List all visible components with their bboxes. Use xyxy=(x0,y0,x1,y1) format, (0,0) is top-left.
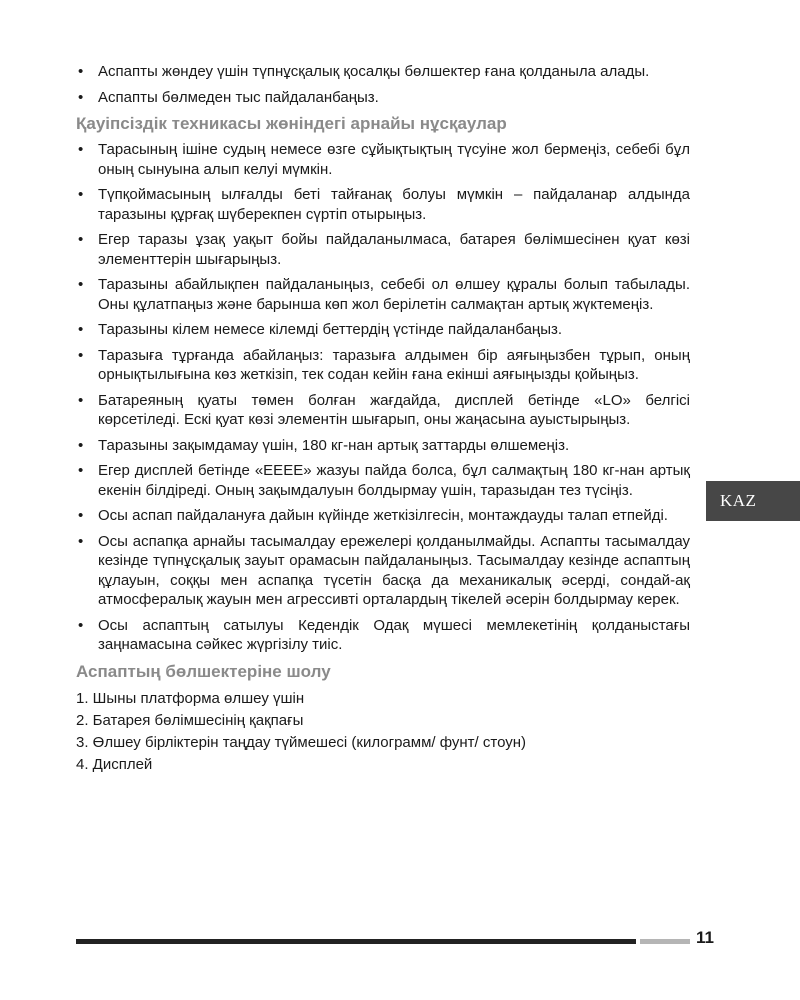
list-item: • Таразыны кілем немесе кілемді беттердің үстінде пайдаланбаңыз. xyxy=(76,320,690,340)
list-item: • Аспапты жөндеу үшін түпнұсқалық қосалқы бөлшектер ғана қолданыла алады. xyxy=(76,62,690,82)
language-tab: KAZ xyxy=(706,481,800,521)
intro-bullet-list xyxy=(76,62,690,107)
list-item: • Осы аспаптың сатылуы Кедендік Одақ мүшесі мемлекетінің қолданыстағы заңнамасына сәйкес жүргізілу тиіс. xyxy=(76,616,690,655)
list-item: • Батареяның қуаты төмен болған жағдайда, дисплей бетінде «LO» белгісі көрсетіледі. Ескі қуат көзі элементін шығарып, оны жаңасына ауыстырыңыз. xyxy=(76,391,690,430)
list-item: • Егер дисплей бетінде «EEEE» жазуы пайда болса, бұл салмақтың 180 кг-нан артық екенін білдіреді. Оның зақымдалуын болдырмау үшін, таразыдан тез түсіңіз. xyxy=(76,461,690,500)
page-number: 11 xyxy=(696,928,714,947)
overview-heading: Аспаптың бөлшектеріне шолу xyxy=(76,661,331,681)
list-item: • Тараcының ішіне судың немесе өзге сұйықтықтың түсуіне жол бермеңіз, себебі бұл оның сынуына алып келуі мүмкін. xyxy=(76,140,690,179)
list-item: • Осы аспапқа арнайы тасымалдау ережелері қолданылмайды. Аспапты тасымалдау кезінде түпнұсқалық зауыт орамасын пайдаланыңыз. Тасымалдау кезінде аспаптың құлауын, соққы мен аспапқа түсетін басқа да механикалық әсерді, сондай-ақ атмосфералық жауын мен агрессивті орталардың тікелей әсерін болдырмау керек. xyxy=(76,532,690,610)
safety-bullet-list xyxy=(76,140,690,655)
list-item: • Түпқоймасының ылғалды беті тайғанақ болуы мүмкін – пайдаланар алдында таразыны құрғақ шүберекпен сүртіп отырыңыз. xyxy=(76,185,690,224)
page-content xyxy=(76,62,690,776)
list-item: 1. Шыны платформа өлшеу үшін xyxy=(76,689,305,707)
list-item: • Таразыға тұрғанда абайлаңыз: таразыға алдымен бір аяғыңызбен тұрып, оның орнықтылығына көз жеткізіп, тек содан кейін ғана екінші аяғыңызды қойыңыз. xyxy=(76,346,690,385)
list-item: • Аспапты бөлмеден тыс пайдаланбаңыз. xyxy=(76,88,690,108)
safety-heading: Қауіпсіздік техникасы жөніндегі арнайы нұсқаулар xyxy=(76,114,507,133)
list-item: 4. Дисплей xyxy=(76,755,153,773)
list-item: 3. Өлшеу бірліктерін таңдау түймешесі (килограмм/ фунт/ стоун) xyxy=(76,733,527,751)
footer-rule xyxy=(76,939,636,944)
list-item: • Егер таразы ұзақ уақыт бойы пайдаланылмаса, батарея бөлімшесінен қуат көзі элементтерін шығарыңыз. xyxy=(76,230,690,269)
list-item: • Осы аспап пайдалануға дайын күйінде жеткізілгесін, монтаждауды талап етпейді. xyxy=(76,506,690,526)
list-item: 2. Батарея бөлімшесінің қақпағы xyxy=(76,711,304,729)
parts-list xyxy=(76,688,690,776)
footer-rule-accent xyxy=(640,939,690,944)
list-item: • Таразыны зақымдамау үшін, 180 кг-нан артық заттарды өлшемеңіз. xyxy=(76,436,690,456)
list-item: • Таразыны абайлықпен пайдаланыңыз, себебі ол өлшеу құралы болып табылады. Оны құлатпаңыз және барынша көп жол берілетін салмақтан артық жүктемеңіз. xyxy=(76,275,690,314)
